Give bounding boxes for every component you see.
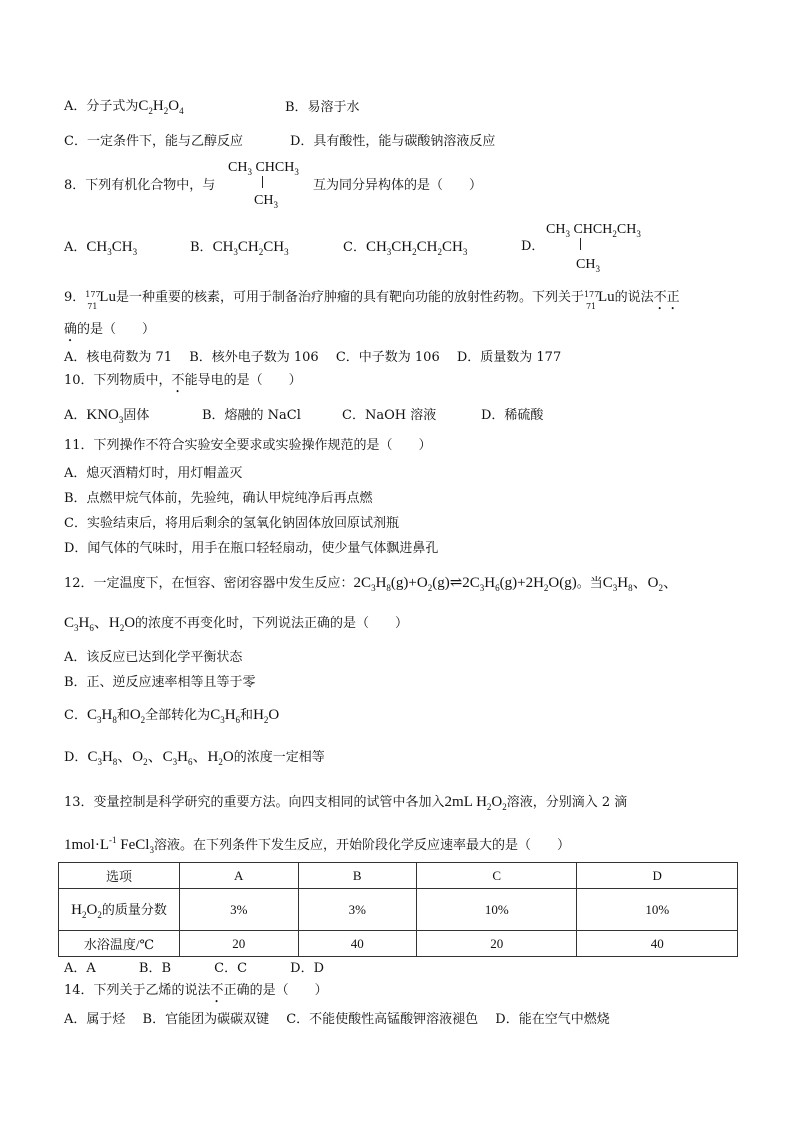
q12-species-2: $C_3H_6$、$H_2O$ [64,615,136,633]
q8-option-a-formula: $CH_3CH_3$ [86,239,138,257]
q12-option-c [64,706,279,729]
q13-table-cell: 3% [180,889,299,931]
q9-line1 [64,288,680,313]
q8-structure-bond [262,176,263,188]
q8-option-a-label: A． [64,240,87,255]
q11-option-c: C．实验结束后，将用后剩余的氢氧化钠固体放回原试剂瓶 [64,516,399,531]
q12-option-c-f4: $H_2O$ [253,707,280,725]
q13-catalyst: $1mol\cdot L^{-1}$ FeCl$_3$ [64,835,154,855]
q8-option-c-label: C． [343,240,366,255]
q13-table-cell: 40 [298,931,417,957]
q7-option-a [64,97,184,120]
q9-nuclide-atomic-2: 71 [585,301,597,311]
q8-structure-branch: $CH_3$ [254,193,278,210]
q7-option-b: B．易溶于水 [285,100,360,115]
q10-option-c: C．NaOH 溶液 [342,408,437,423]
q8-option-d-branch: $CH_3$ [576,257,600,274]
q12-stem-line1 [64,574,678,597]
q12-species: $C_3H_8$、$O_2$、 [602,575,678,593]
q9-line2-text: 的是（ ） [77,322,156,337]
q12-stem-a: 12．一定温度下，在恒容、密闭容器中发生反应： [64,576,354,591]
q9-line1-text-c: 的说法 [614,290,654,305]
q12-stem-b: 。当 [576,576,603,591]
q12-option-c-m1: 和 [116,708,130,723]
q12-equation: $2C_3H_8(g)+O_2(g)\rightleftharpoons 2C_3H_6(g)+2H_2O(g)$ [353,575,577,593]
q12-option-c-f2: $O_2$ [129,707,146,725]
q12-option-a: A．该反应已达到化学平衡状态 [64,650,243,665]
q13-table-row [59,889,738,931]
q13-table-row1-suffix: 的质量分数 [101,902,167,917]
q10-emphasis: 不 [171,373,185,388]
q13-table-cell: 10% [577,889,738,931]
q9-line2 [64,321,155,345]
q11-stem: 11．下列操作不符合实验安全要求或实验操作规范的是（ ） [64,438,432,453]
q13-table-cell: 20 [180,931,299,957]
q8-option-b [190,238,289,261]
q12-option-d [64,748,325,771]
q10-option-a [64,406,149,429]
q12-option-c-f3: $C_3H_6$ [210,707,241,725]
q8-stem-a: 8．下列有机化合物中，与 [64,178,216,193]
q8-option-c-formula: $CH_3CH_2CH_2CH_3$ [365,239,468,257]
q13-options: A．A B．B C．C D．D [64,961,325,976]
q9-nuclide-mass: 177 [85,289,101,299]
q9-line1-text: 是一种重要的核素，可用于制备治疗肿瘤的具有靶向功能的放射性药物。下列关于 [115,290,584,305]
q8-structure: $CH_3$ $CHCH_3$ [228,160,299,177]
q9-nuclide-symbol-2: Lu [597,289,615,305]
q10-option-b: B．熔融的 NaCl [202,408,301,423]
q13-table-cell: 3% [298,889,417,931]
q13-table [58,862,738,957]
q9-nuclide-1 [85,289,101,311]
q13-table-cell: 10% [417,889,577,931]
q12-option-b: B．正、逆反应速率相等且等于零 [64,675,256,690]
q13-table-header-cell: B [298,863,417,889]
q7-formula: $C_2H_2O_4$ [138,98,184,116]
q12-option-c-m3: 和 [240,708,254,723]
q12-option-c-f1: $C_3H_8$ [86,707,117,725]
q14-stem [64,982,328,1006]
q13-reagent: 2mL $H_2O_2$ [444,794,507,812]
q13-table-header-cell: C [417,863,577,889]
q9-number: 9． [64,290,86,305]
q13-stem-a: 13．变量控制是科学研究的重要方法。向四支相同的试管中各加入 [64,795,445,810]
q12-option-d-formulas: $C_3H_8$、$O_2$、$C_3H_6$、$H_2O$ [87,749,234,767]
q8-option-a [64,238,137,261]
q13-table-header-cell: A [180,863,299,889]
q13-table-header [59,863,738,889]
q8-option-d-label: D． [521,239,545,254]
q14-stem-c: 正确的是（ ） [223,983,328,998]
q7-option-d: D．具有酸性，能与碳酸钠溶液反应 [290,134,496,149]
q11-option-b: B．点燃甲烷气体前，先验纯，确认甲烷纯净后再点燃 [64,491,373,506]
q10-stem-a: 10．下列物质中， [64,373,172,388]
q10-option-a-label: A． [64,408,87,423]
q14-stem-a: 14．下列关于乙烯的说法 [64,983,211,998]
q9-options: A．核电荷数为 71 B．核外电子数为 106 C．中子数为 106 D．质量数为 177 [64,350,562,365]
q13-table-cell: 20 [417,931,577,957]
q8-stem-b: 互为同分异构体的是（ ） [313,178,483,193]
q13-table-header-cell: 选项 [59,863,180,889]
q12-option-c-label: C． [64,708,87,723]
q9-emphasis-2: 确 [64,322,78,337]
q13-table-header-cell: D [577,863,738,889]
q12-option-c-m2: 全部转化为 [145,708,211,723]
q13-table-row [59,931,738,957]
q13-table-cell: 40 [577,931,738,957]
q12-stem-line2-text: 的浓度不再变化时，下列说法正确的是（ ） [135,616,409,631]
q8-option-b-label: B． [190,240,213,255]
q13-table-row-label: 水浴温度/℃ [59,931,180,957]
q13-stem-b: 溶液，分别滴入 2 滴 [506,795,628,810]
q13-stem-line2 [64,831,570,859]
q7-option-c: C．一定条件下，能与乙醇反应 [64,134,243,149]
q8-option-c [343,238,467,261]
q8-option-d-bond [580,238,581,250]
q12-stem-line2 [64,614,408,637]
q11-option-a: A．熄灭酒精灯时，用灯帽盖灭 [64,466,243,481]
q10-option-a-suffix: 固体 [123,408,150,423]
q13-table-row-label [59,889,180,931]
q7-option-a-text: A．分子式为 [64,99,139,114]
q10-option-d: D．稀硫酸 [481,408,544,423]
q13-stem-line1 [64,793,627,816]
q10-stem-c: 能导电的是（ ） [184,373,302,388]
q9-nuclide-mass-2: 177 [583,289,600,299]
q8-option-d-structure: $CH_3$ $CHCH_2CH_3$ [546,222,641,239]
q9-nuclide-2 [583,289,600,311]
q12-option-d-suffix: 的浓度一定相等 [233,750,325,765]
q11-option-d: D．闻气体的气味时，用手在瓶口轻轻扇动，使少量气体飘进鼻孔 [64,541,439,556]
q14-emphasis: 不 [210,983,224,998]
q9-nuclide-atomic: 71 [87,301,98,311]
q8-option-b-formula: $CH_3CH_2CH_3$ [212,239,289,257]
q12-option-d-label: D． [64,750,88,765]
q14-options: A．属于烃 B．官能团为碳碳双键 C．不能使酸性高锰酸钾溶液褪色 D．能在空气中燃烧 [64,1012,610,1027]
q9-nuclide-symbol: Lu [99,289,116,305]
q10-stem [64,372,302,396]
q13-stem-line2-text: 溶液。在下列条件下发生反应，开始阶段化学反应速率最大的是（ ） [153,838,570,853]
q9-emphasis: 不正 [653,290,680,305]
q13-h2o2-formula: $H_2O_2$ [71,902,102,920]
q10-option-a-formula: $KNO_3$ [86,407,124,425]
